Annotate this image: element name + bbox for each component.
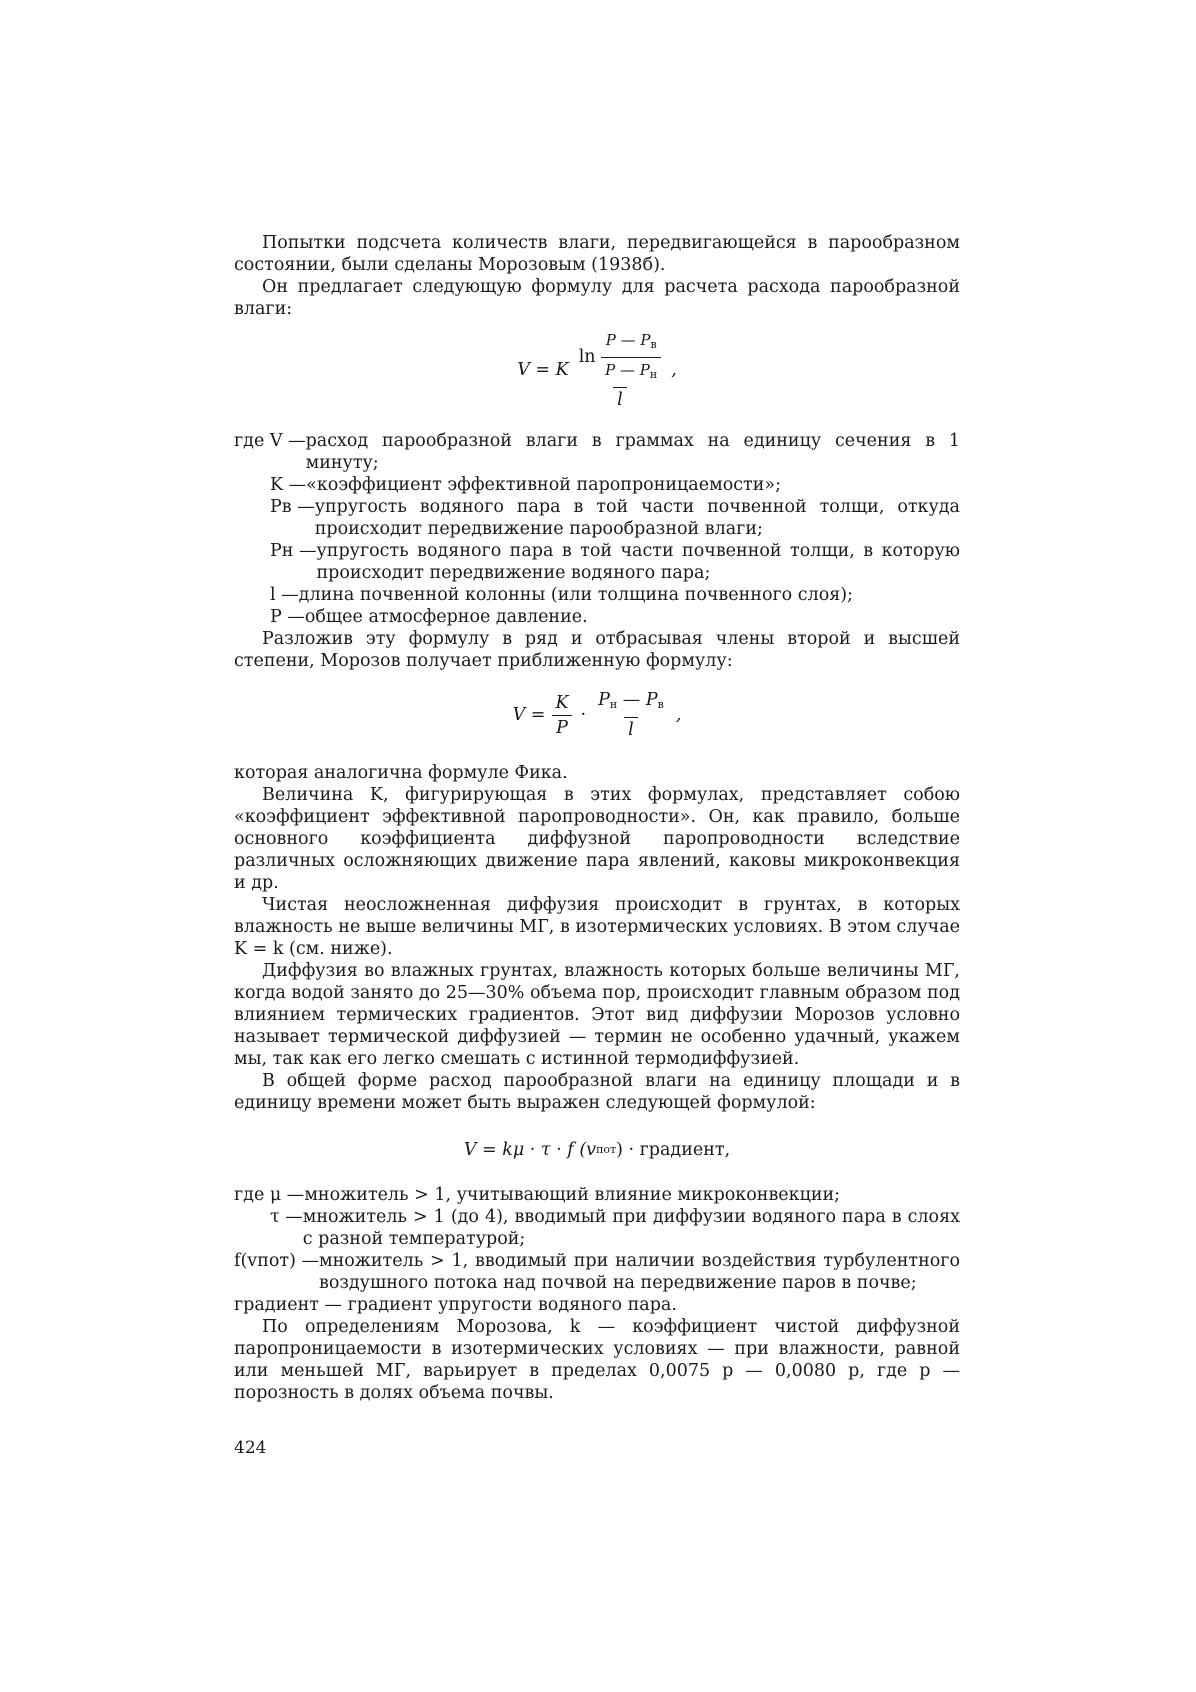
formula-fraction: $\frac{P_н — P_в}{l}$: [598, 690, 664, 740]
formula-comma: ,: [675, 705, 682, 725]
paragraph: которая аналогична формуле Фика.: [234, 763, 568, 783]
definitions-list: [234, 430, 960, 628]
definition-item: K — «коэффициент эффективной паропроницаемости»;: [270, 475, 781, 495]
formula-vapor-flow: [234, 324, 960, 416]
definition-item: где V — расход парообразной влаги в граммах на единицу сечения в 1 минуту;: [234, 431, 960, 473]
paragraph: градиент — градиент упругости водяного пара.: [234, 1295, 677, 1315]
inner-numerator: P — P: [605, 331, 651, 349]
paragraph: Диффузия во влажных грунтах, влажность которых больше величины МГ, когда водой занято до 25—30% объема пор, происходит главным образом под влиянием термических градиентов. Этот вид диффузии Морозов условно называет термической диффузией — термин не особенно удачный, укажем мы, так как его легко смешать с истинной термодиффузией.: [234, 961, 960, 1069]
subscript: в: [650, 338, 657, 351]
inner-denominator: P — P: [605, 361, 650, 379]
formula-fraction: [575, 329, 666, 411]
definition-item: P — общее атмосферное давление.: [270, 607, 588, 627]
formula-fraction: $\frac{K}{P}$: [551, 692, 572, 739]
fraction-denominator: l: [613, 387, 627, 411]
formula-approximate: [234, 682, 960, 748]
definition-item: где μ — множитель > 1, учитывающий влияние микроконвекции;: [234, 1185, 841, 1205]
formula-lhs: V = K: [517, 360, 569, 380]
definition-item: Pн — упругость водяного пара в той части почвенной толщи, в которую происходит передвижение водяного пара;: [270, 541, 960, 583]
formula-comma: ,: [671, 360, 677, 380]
definition-item: f(vпот) — множитель > 1, вводимый при наличии воздействия турбулентного воздушного потока над почвой на передвижение паров в почве;: [234, 1251, 960, 1293]
definition-item: τ — множитель > 1 (до 4), вводимый при диффузии водяного пара в слоях с разной температурой;: [270, 1207, 960, 1249]
formula-general: V = kμ · τ · f (v пот ) · градиент,: [463, 1140, 731, 1160]
paragraph: Величина K, фигурирующая в этих формулах, представляет собою «коэффициент эффективной паропроводности». Он, как правило, больше основного коэффициента диффузной паропроводности вследствие различных осложняющих движение пара явлений, каковы микроконвекция и др.: [234, 785, 960, 893]
paragraph: Разложив эту формулу в ряд и отбрасывая члены второй и высшей степени, Морозов получает приближенную формулу:: [234, 629, 960, 671]
definition-item: Pв — упругость водяного пара в той части почвенной толщи, откуда происходит передвижение парообразной влаги;: [270, 497, 960, 539]
fraction-numerator: [575, 329, 666, 387]
inner-fraction: [601, 329, 661, 386]
paragraph: Чистая неосложненная диффузия происходит в грунтах, в которых влажность не выше величины МГ, в изотермических условиях. В этом случае K = k (см. ниже).: [234, 895, 960, 959]
multiply-dot: ·: [580, 705, 587, 725]
definitions-list: [234, 1184, 960, 1294]
formula-lhs: V =: [512, 705, 546, 725]
paragraph: В общей форме расход парообразной влаги на единицу площади и в единицу времени может быть выражен следующей формулой:: [234, 1071, 960, 1113]
paragraph: Он предлагает следующую формулу для расчета расхода парообразной влаги:: [234, 277, 960, 319]
paragraph: Попытки подсчета количеств влаги, передвигающейся в парообразном состоянии, были сделаны Морозовым (1938б).: [234, 233, 960, 275]
paragraph: По определениям Морозова, k — коэффициент чистой диффузной паропроницаемости в изотермических условиях — при влажности, равной или меньшей МГ, варьирует в пределах 0,0075 p — 0,0080 p, где p — порозность в долях объема почвы.: [234, 1317, 960, 1403]
ln-symbol: ln: [578, 347, 596, 367]
page-number: 424: [234, 1438, 267, 1458]
text-column: [234, 232, 960, 1404]
subscript: н: [649, 368, 658, 381]
definition-item: l — длина почвенной колонны (или толщина почвенного слоя);: [270, 585, 853, 605]
